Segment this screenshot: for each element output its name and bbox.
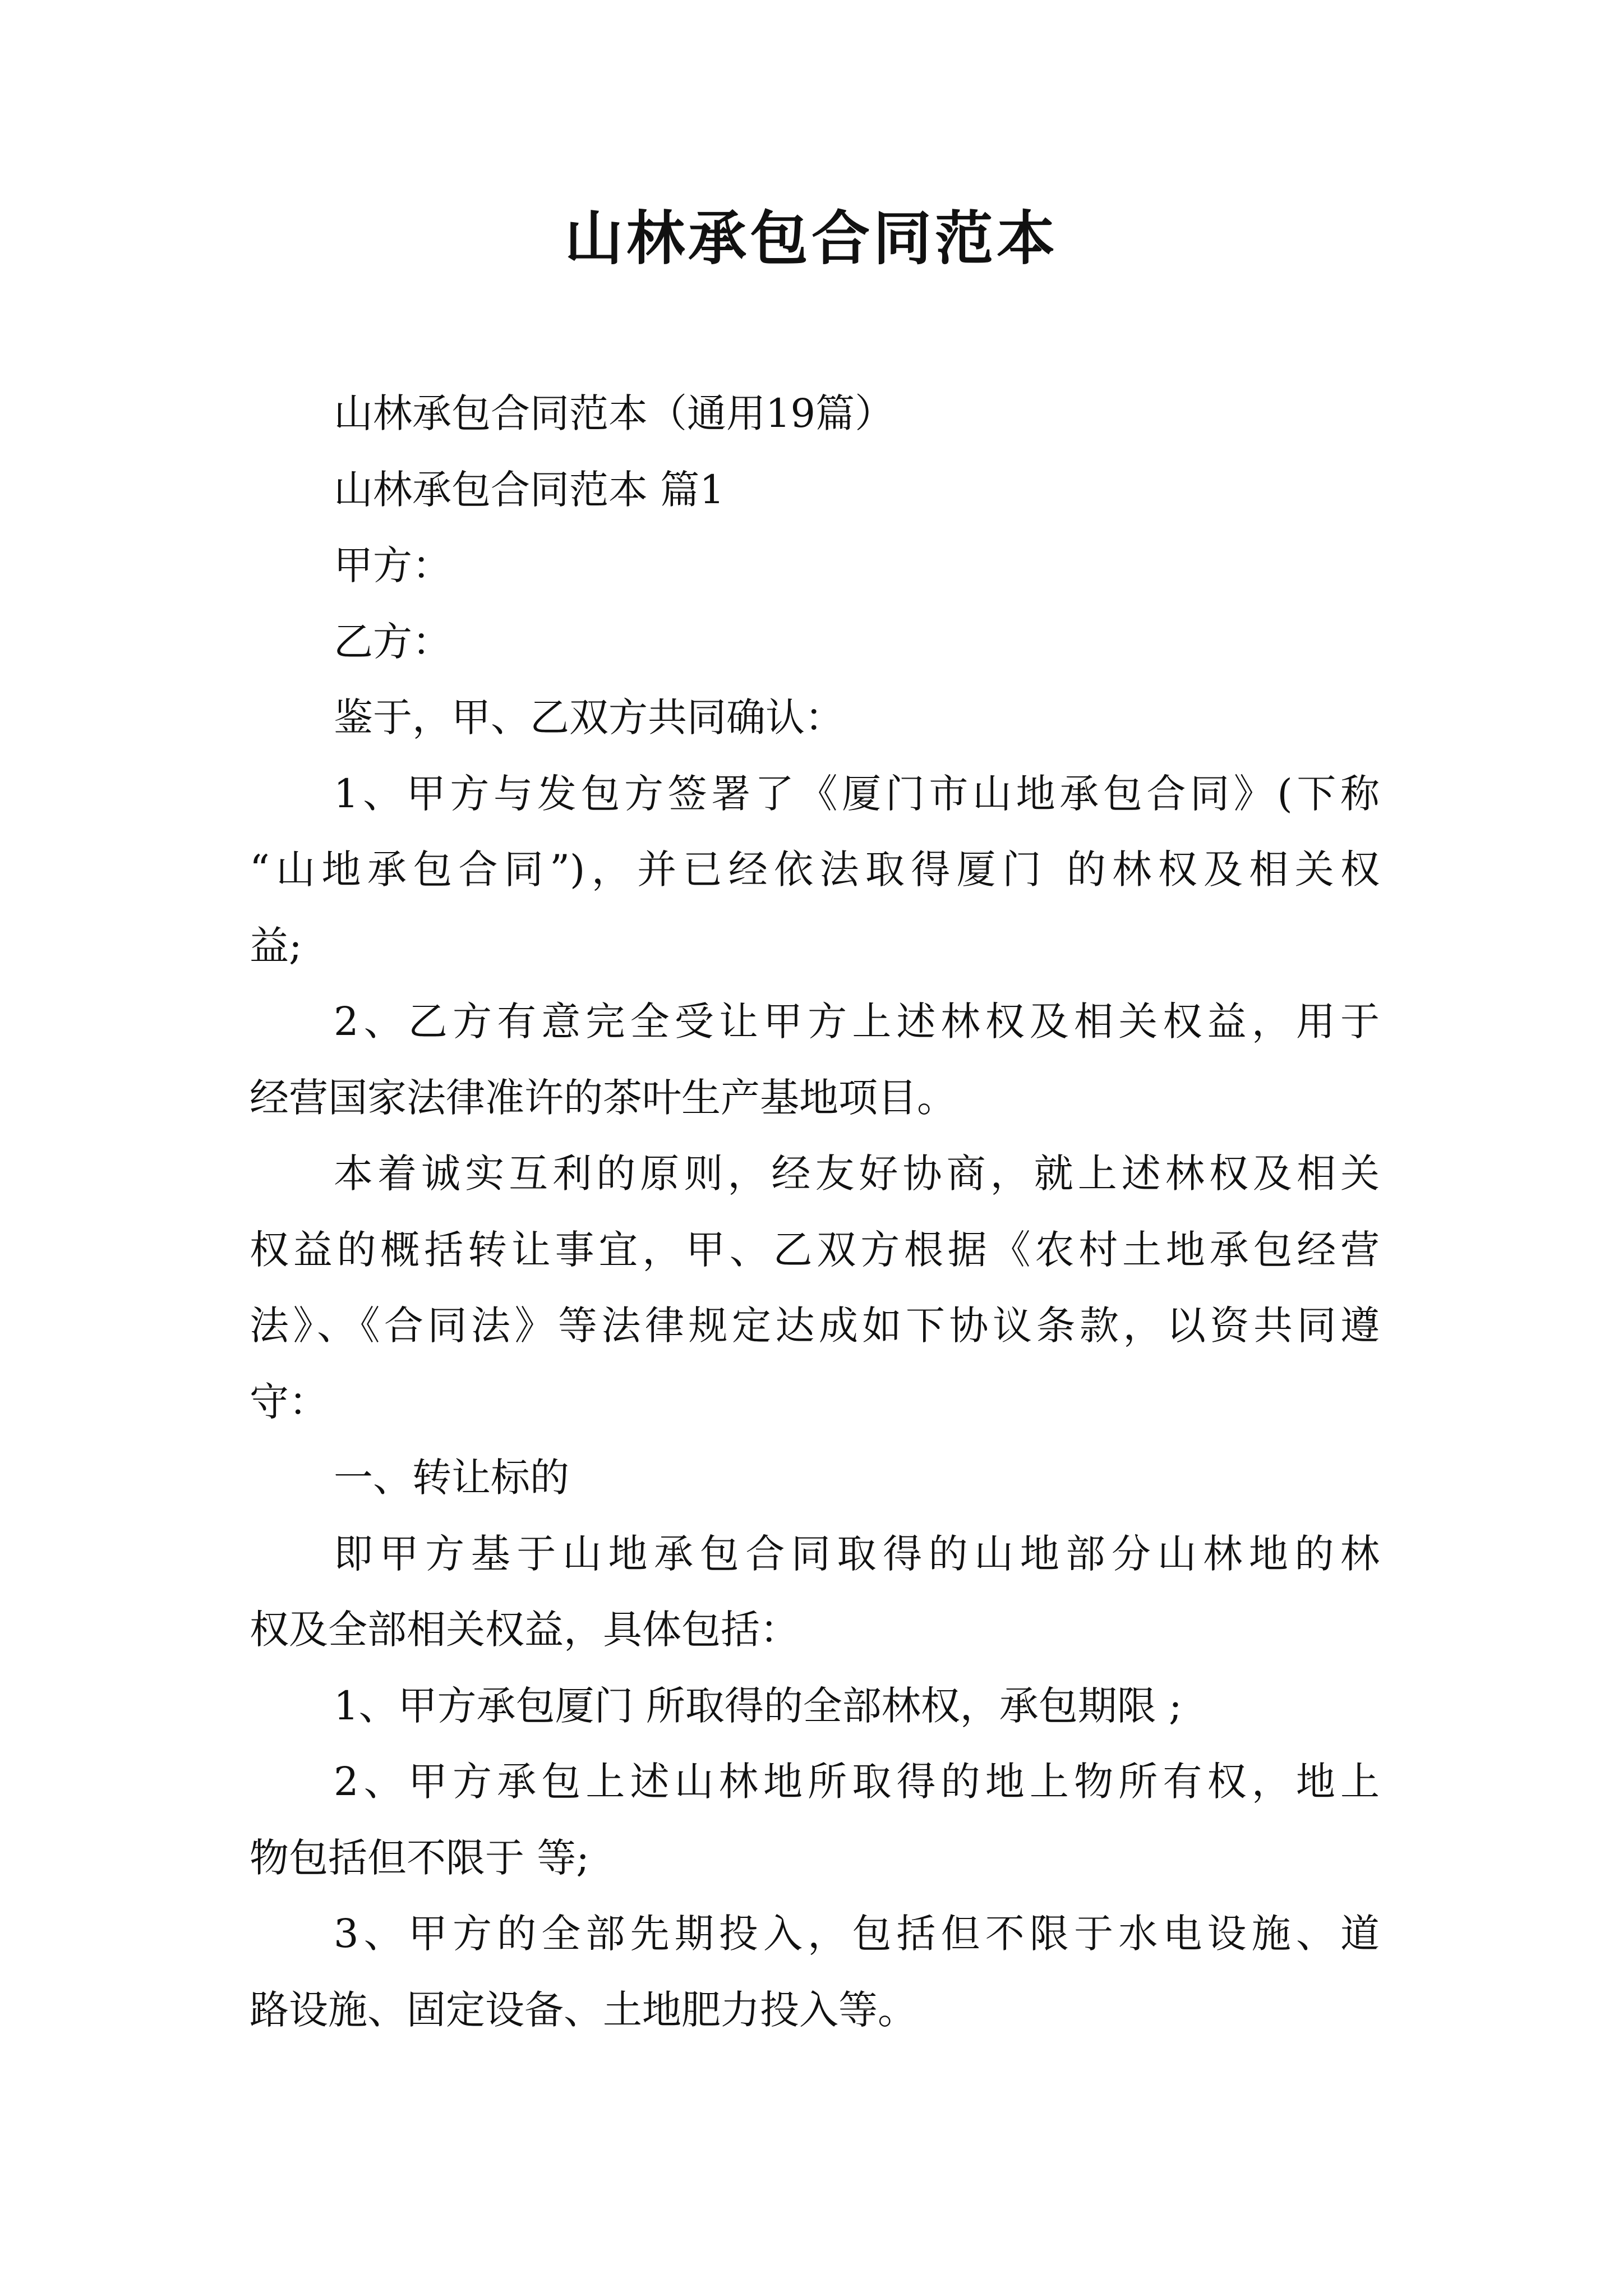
- paragraph-line: 本着诚实互利的原则，经友好协商，就上述林权及相关: [334, 1151, 1380, 1197]
- paragraph-line: 甲方：: [334, 542, 451, 588]
- paragraph-line: 权及全部相关权益，具体包括：: [250, 1607, 799, 1653]
- paragraph-line: 乙方：: [334, 618, 451, 665]
- paragraph-line: 鉴于，甲、乙双方共同确认：: [334, 694, 844, 740]
- paragraph-line: 守：: [250, 1378, 328, 1425]
- paragraph-line: 路设施、固定设备、土地肥力投入等。: [250, 1986, 917, 2033]
- document-body: [250, 376, 1380, 2048]
- paragraph-line: 山林承包合同范本（通用19篇）: [334, 390, 895, 436]
- paragraph-line: 2、甲方承包上述山林地所取得的地上物所有权，地上: [334, 1759, 1380, 1805]
- paragraph-line: 1、甲方承包厦门 所取得的全部林权，承包期限 ;: [334, 1682, 1182, 1729]
- paragraph-line: “山地承包合同”)，并已经依法取得厦门 的林权及相关权: [250, 846, 1380, 892]
- paragraph-line: 1、甲方与发包方签署了《厦门市山地承包合同》(下称: [334, 770, 1380, 817]
- paragraph-line: 即甲方基于山地承包合同取得的山地部分山林地的林: [334, 1530, 1380, 1577]
- paragraph-line: 2、乙方有意完全受让甲方上述林权及相关权益，用于: [334, 999, 1380, 1045]
- paragraph-line: 益;: [250, 922, 302, 969]
- paragraph-line: 3、甲方的全部先期投入，包括但不限于水电设施、道: [334, 1911, 1380, 1957]
- paragraph-line: 法》、《合同法》等法律规定达成如下协议条款，以资共同遵: [250, 1303, 1380, 1349]
- paragraph-line: 经营国家法律准许的茶叶生产基地项目。: [250, 1074, 956, 1121]
- paragraph-line: 权益的概括转让事宜，甲、乙双方根据《农村土地承包经营: [250, 1226, 1380, 1273]
- document-title: 山林承包合同范本: [564, 204, 1058, 273]
- paragraph-line: 物包括但不限于 等;: [250, 1834, 589, 1881]
- section-heading: 一、转让标的: [334, 1455, 569, 1501]
- paragraph-line: 山林承包合同范本 篇1: [334, 466, 725, 513]
